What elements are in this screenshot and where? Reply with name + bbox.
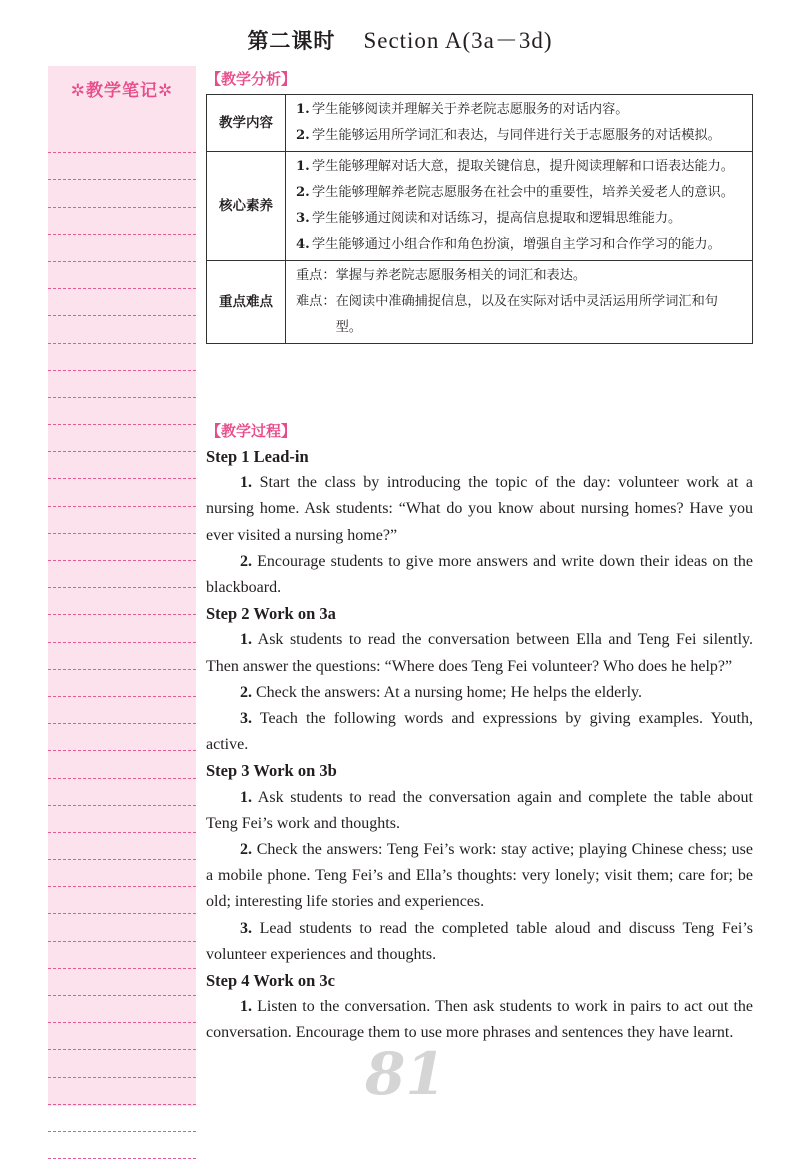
note-line <box>48 1023 196 1050</box>
page-number: 81 <box>365 1040 446 1108</box>
note-line <box>48 860 196 887</box>
para-number: 2. <box>240 683 252 701</box>
para-number: 1. <box>240 631 252 649</box>
para-text: Listen to the conversation. Then ask students to work in pairs to act out the conversation. Encourage them to use more phrases and sentences they have learnt. <box>206 998 754 1042</box>
item-text: 学生能够通过阅读和对话练习，提高信息提取和逻辑思维能力。 <box>312 211 682 226</box>
step-paragraph <box>206 785 753 837</box>
note-line <box>48 479 196 506</box>
step-paragraph <box>206 994 753 1046</box>
step-paragraph <box>206 470 753 549</box>
key-text: 掌握与养老院志愿服务相关的词汇和表达。 <box>335 268 587 283</box>
note-line <box>48 806 196 833</box>
list-item <box>296 180 744 206</box>
item-number: 3. <box>296 211 310 226</box>
step-paragraph <box>206 680 753 706</box>
lesson-label: 第二课时 <box>247 29 336 53</box>
notes-sidebar <box>48 66 196 1106</box>
para-number: 1. <box>240 998 252 1016</box>
note-line <box>48 534 196 561</box>
note-line <box>48 344 196 371</box>
note-line <box>48 615 196 642</box>
step-paragraph <box>206 627 753 679</box>
row-label: 教学内容 <box>207 95 286 152</box>
note-line <box>48 561 196 588</box>
note-line <box>48 180 196 207</box>
key-label: 重点： <box>296 268 336 283</box>
process-heading: 【教学过程】 <box>206 422 297 440</box>
para-text: Check the answers: Teng Fei’s work: stay active; playing Chinese chess; use a mobile phone. Teng Fei’s and Ella’s thoughts: very lonely; visit them; care for; be old; interesting life stories and experiences. <box>206 841 754 911</box>
para-number: 3. <box>240 710 252 728</box>
difficult-text: 在阅读中准确捕捉信息，以及在实际对话中灵活运用所学词汇和句型。 <box>335 294 718 335</box>
note-line <box>48 153 196 180</box>
step-paragraph <box>206 837 753 916</box>
note-line <box>48 1132 196 1159</box>
step-paragraph <box>206 706 753 758</box>
note-line <box>48 751 196 778</box>
para-number: 2. <box>240 552 252 570</box>
note-line <box>48 126 196 153</box>
key-point <box>296 263 744 289</box>
table-row <box>207 152 753 261</box>
note-line <box>48 316 196 343</box>
difficult-label: 难点： <box>296 294 336 309</box>
list-item <box>296 97 744 123</box>
list-item <box>296 123 744 149</box>
table-row <box>207 95 753 152</box>
step-title: Step 1 Lead-in <box>206 447 309 466</box>
item-number: 2. <box>296 128 310 143</box>
analysis-table <box>206 94 753 344</box>
note-line <box>48 724 196 751</box>
page-title <box>0 22 800 55</box>
note-line <box>48 262 196 289</box>
note-line <box>48 371 196 398</box>
item-number: 4. <box>296 237 310 252</box>
note-line <box>48 914 196 941</box>
section-label: Section A(3a－3d) <box>363 28 553 53</box>
note-line <box>48 969 196 996</box>
item-text: 学生能够理解养老院志愿服务在社会中的重要性，培养关爱老人的意识。 <box>312 185 734 200</box>
note-line <box>48 942 196 969</box>
step-title: Step 2 Work on 3a <box>206 604 336 624</box>
note-line <box>48 588 196 615</box>
list-item <box>296 206 744 232</box>
table-row <box>207 261 753 344</box>
item-text: 学生能够阅读并理解关于养老院志愿服务的对话内容。 <box>312 102 629 117</box>
para-number: 1. <box>240 474 252 492</box>
note-line <box>48 507 196 534</box>
step-title: Step 4 Work on 3c <box>206 971 335 991</box>
item-number: 2. <box>296 185 310 200</box>
row-content <box>286 261 753 344</box>
note-line <box>48 643 196 670</box>
row-label: 核心素养 <box>207 152 286 261</box>
note-line <box>48 289 196 316</box>
note-line <box>48 1050 196 1077</box>
para-number: 3. <box>240 919 252 937</box>
para-text: Teach the following words and expressions by giving examples. Youth, active. <box>206 710 753 754</box>
note-line <box>48 996 196 1023</box>
notes-lines <box>48 126 196 1159</box>
para-text: Check the answers: At a nursing home; He helps the elderly. <box>256 683 642 701</box>
step-paragraph <box>206 549 753 601</box>
notes-title: ✲教学笔记✲ <box>70 81 174 101</box>
para-text: Ask students to read the conversation between Ella and Teng Fei silently. Then answer the questions: “Where does Teng Fei volunteer? Who does he help?” <box>206 631 753 675</box>
list-item <box>296 154 744 180</box>
para-text: Encourage students to give more answers and write down their ideas on the blackboard. <box>206 552 754 597</box>
note-line <box>48 779 196 806</box>
para-number: 1. <box>240 788 252 806</box>
note-line <box>48 1105 196 1132</box>
para-number: 2. <box>240 841 252 859</box>
analysis-heading: 【教学分析】 <box>206 70 297 88</box>
note-line <box>48 398 196 425</box>
item-text: 学生能够理解对话大意，提取关键信息，提升阅读理解和口语表达能力。 <box>312 159 734 174</box>
row-content <box>286 95 753 152</box>
note-line <box>48 887 196 914</box>
note-line <box>48 452 196 479</box>
para-text: Start the class by introducing the topic of the day: volunteer work at a nursing home. Ask students: “What do you know about nursing homes? Have you ever visited a nursing home?” <box>206 474 754 544</box>
row-label: 重点难点 <box>207 261 286 344</box>
step-title: Step 3 Work on 3b <box>206 761 337 781</box>
row-content <box>286 152 753 261</box>
note-line <box>48 425 196 452</box>
step-paragraph <box>206 916 753 968</box>
teaching-process <box>206 444 753 1047</box>
item-number: 1. <box>296 102 310 117</box>
note-line <box>48 235 196 262</box>
para-text: Ask students to read the conversation again and complete the table about Teng Fei’s work and thoughts. <box>206 788 754 832</box>
note-line <box>48 697 196 724</box>
note-line <box>48 670 196 697</box>
note-line <box>48 208 196 235</box>
difficult-point <box>296 289 744 341</box>
para-text: Lead students to read the completed table aloud and discuss Teng Fei’s volunteer experiences and thoughts. <box>206 919 754 963</box>
list-item <box>296 232 744 258</box>
item-text: 学生能够通过小组合作和角色扮演，增强自主学习和合作学习的能力。 <box>312 237 721 252</box>
item-number: 1. <box>296 159 310 174</box>
note-line <box>48 833 196 860</box>
item-text: 学生能够运用所学词汇和表达，与同伴进行关于志愿服务的对话模拟。 <box>312 128 721 143</box>
note-line <box>48 1078 196 1105</box>
